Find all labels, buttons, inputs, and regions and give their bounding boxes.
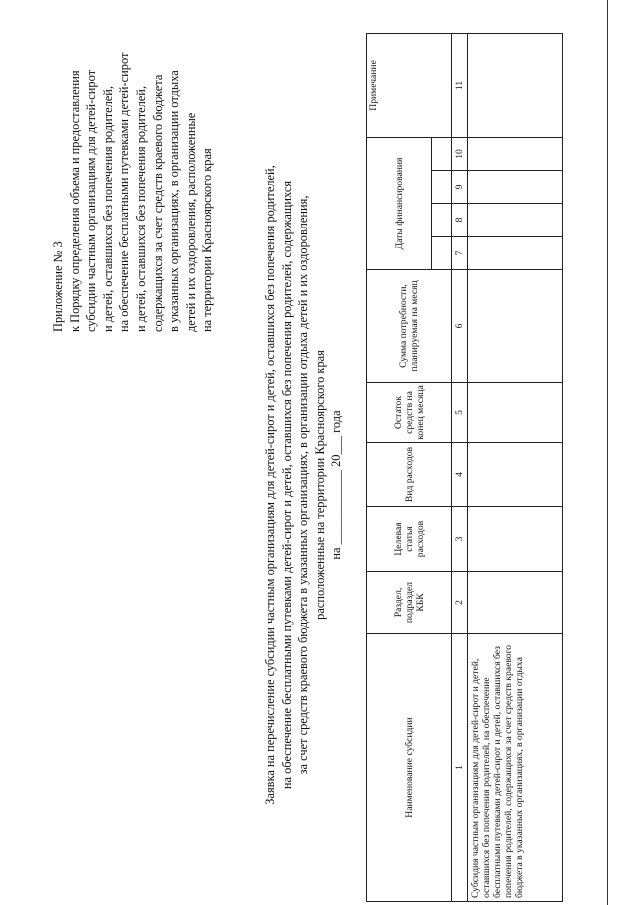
appendix-line: Приложение № 3 — [51, 241, 65, 332]
header-balance: Остаток средств на конец месяца — [367, 383, 452, 443]
column-number: 10 — [452, 137, 468, 170]
subsidy-request-table — [366, 33, 563, 902]
column-number: 5 — [452, 383, 468, 443]
table-cell — [468, 270, 563, 383]
page-edge-line — [607, 0, 608, 905]
appendix-line: и детей, оставшихся без попечения родителей, — [100, 85, 115, 332]
header-kbk: Раздел, подраздел КБК — [367, 572, 452, 634]
table-cell — [468, 383, 563, 443]
date-cell — [432, 137, 452, 170]
column-number: 2 — [452, 572, 468, 634]
heading-line: на обеспечение бесплатными путевками детей-сирот и детей, оставшихся без попечения родителей, содержащихся — [279, 180, 294, 790]
column-number: 7 — [452, 237, 468, 270]
appendix-line: субсидии частным организациям для детей-сирот — [84, 69, 99, 332]
table-cell — [468, 507, 563, 572]
appendix-line: содержащихся за счет средств краевого бюджета — [150, 74, 165, 332]
column-number: 11 — [452, 33, 468, 137]
appendix-line: к Порядку определения объема и предоставления — [67, 70, 82, 332]
subsidy-name-cell: Субсидия частным организациям для детей-сирот и детей, оставшихся без попечения родителей, на обеспечение бесплатными путевками детей-сирот и детей, оставшихся без попечения родителей, содержащихся за счет средств краевого бюджета в указанных организациях, в организации отдыха — [468, 634, 563, 902]
table-cell — [468, 204, 563, 237]
column-number: 9 — [452, 171, 468, 204]
heading-date-line: на ____________ 20___ года — [329, 410, 344, 560]
column-number: 1 — [452, 634, 468, 902]
column-number: 6 — [452, 270, 468, 383]
appendix-line: в указанных организациях, в организации отдыха — [167, 70, 182, 332]
appendix-line: на обеспечение бесплатными путевками детей-сирот — [117, 52, 132, 332]
header-note: Примечание — [367, 33, 452, 137]
header-type: Вид расходов — [367, 443, 452, 507]
header-need: Сумма потребности, планируемая на месяц — [367, 270, 452, 383]
table-cell — [468, 443, 563, 507]
date-cell — [432, 237, 452, 270]
date-cell — [432, 204, 452, 237]
heading-line: за счет средств краевого бюджета в указанных организациях, в организации отдыха детей и их оздоровления, — [296, 195, 311, 775]
heading-line: расположенные на территории Красноярского края — [312, 350, 327, 620]
document-heading — [262, 135, 345, 835]
header-article: Целевая статья расходов — [367, 507, 452, 572]
table-cell — [468, 137, 563, 170]
header-dates: Даты финансирования — [367, 137, 432, 269]
appendix-line: на территории Красноярского края — [200, 148, 215, 332]
appendix-line: детей и их оздоровления, расположенные — [183, 112, 198, 332]
column-number: 4 — [452, 443, 468, 507]
table-cell — [468, 572, 563, 634]
table-cell — [468, 33, 563, 137]
header-name: Наименование субсидии — [367, 634, 452, 902]
heading-line: Заявка на перечисление субсидии частным организациям для детей-сирот и детей, оставшихся без попечения родителей, — [263, 165, 277, 805]
table-cell — [468, 237, 563, 270]
table-cell — [468, 171, 563, 204]
date-cell — [432, 171, 452, 204]
appendix-line: и детей, оставшихся без попечения родителей, — [133, 85, 148, 332]
column-number: 8 — [452, 204, 468, 237]
column-number: 3 — [452, 507, 468, 572]
appendix-block — [50, 2, 216, 332]
